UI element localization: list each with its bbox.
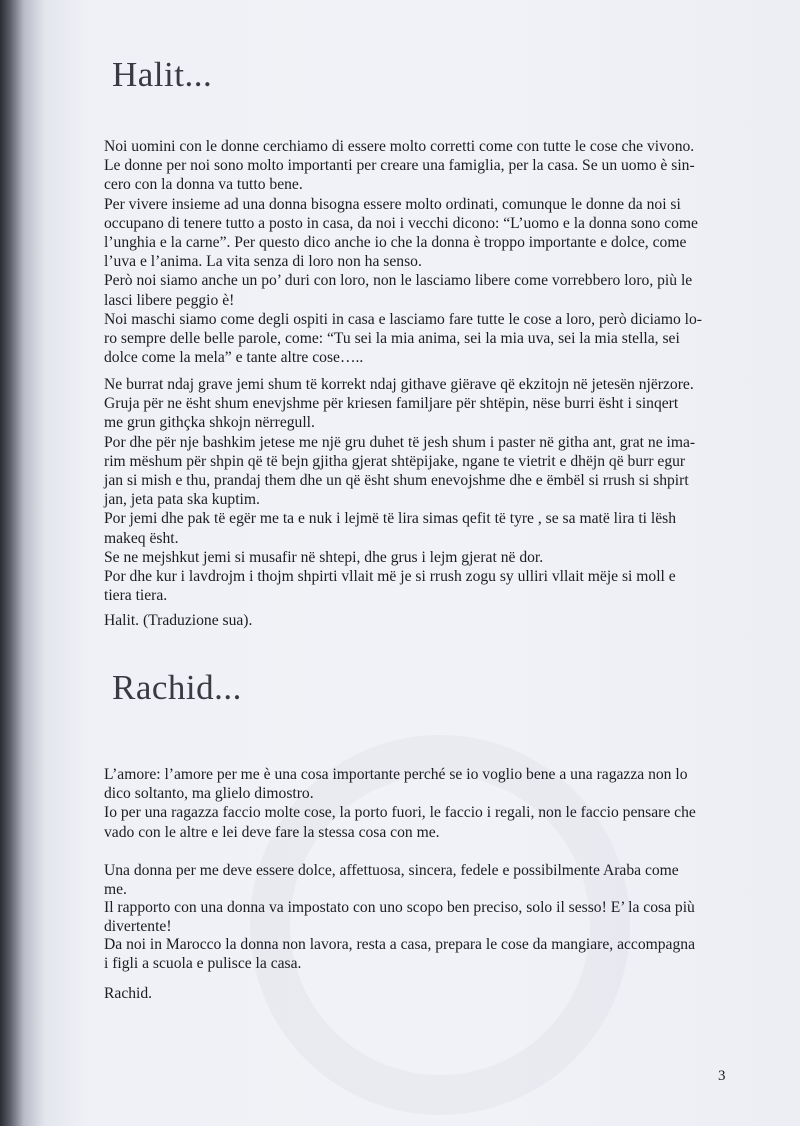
text-line: l’unghia e la carne”. Per questo dico anche io che la donna è troppo importante e dolce, come [104, 234, 687, 252]
section-title-rachid: Rachid... [112, 668, 242, 707]
halit-albanian-text [104, 375, 794, 605]
text-line: rim mëshum për shpin që të bejn gjitha gjerat shtëpijake, ngane te vietrit e dhëjn që burr egur [104, 452, 686, 470]
halit-signature: Halit. (Traduzione sua). [104, 612, 253, 629]
text-line: Por jemi dhe pak të egër me ta e nuk i lejmë të lira simas qefit të tyre , se sa matë lira ti lësh [104, 510, 677, 528]
text-line: Noi uomini con le donne cerchiamo di essere molto corretti come con tutte le cose che vivono. [104, 138, 695, 155]
text-line: vado con le altre e lei deve fare la stessa cosa con me. [104, 823, 440, 841]
text-line: Da noi in Marocco la donna non lavora, resta a casa, prepara le cose da mangiare, accompagna [104, 936, 695, 954]
text-line: L’amore: l’amore per me è una cosa importante perché se io voglio bene a una ragazza non lo [104, 766, 688, 783]
text-line: l’uva e l’anima. La vita senza di loro non ha senso. [104, 253, 422, 271]
text-line: Por dhe për nje bashkim jetese me një gru duhet të jesh shum i paster në githa ant, grat ne ima- [104, 433, 696, 451]
text-line: dico soltanto, ma glielo dimostro. [104, 785, 314, 803]
halit-italian-text [104, 137, 794, 367]
text-line: occupano di tenere tutto a posto in casa, da noi i vecchi dicono: “L’uomo e la donna sono come [104, 214, 698, 232]
text-line: jan si mish e thu, prandaj them dhe un që ësht shum enevojshme dhe e ëmbël si rrush si shpirt [104, 472, 689, 490]
text-line: makeq ësht. [104, 529, 179, 547]
rachid-paragraph-2 [104, 862, 794, 974]
text-line: divertente! [104, 917, 172, 935]
text-line: Il rapporto con una donna va impostato con uno scopo ben preciso, solo il sesso! E’ la cosa più [104, 899, 695, 917]
section-title-halit: Halit... [112, 55, 213, 94]
text-line: lasci libere peggio è! [104, 291, 235, 309]
rachid-signature: Rachid. [104, 985, 153, 1002]
text-line: i figli a scuola e pulisce la casa. [104, 954, 302, 972]
text-line: Una donna per me deve essere dolce, affettuosa, sincera, fedele e possibilmente Araba come [104, 862, 679, 879]
text-line: cero con la donna va tutto bene. [104, 176, 303, 194]
text-line: Se ne mejshkut jemi si musafir në shtepi, dhe grus i lejm gjerat në dor. [104, 548, 544, 566]
text-line: jan, jeta pata ska kuptim. [104, 491, 260, 509]
text-line: Le donne per noi sono molto importanti per creare una famiglia, per la casa. Se un uomo è sin- [104, 157, 695, 175]
text-line: Per vivere insieme ad una donna bisogna essere molto ordinati, comunque le donne da noi si [104, 195, 681, 213]
text-line: me. [104, 880, 127, 898]
text-line: Noi maschi siamo come degli ospiti in casa e lasciamo fare tutte le cose a loro, però diciamo lo- [104, 310, 702, 328]
text-line: Io per una ragazza faccio molte cose, la porto fuori, le faccio i regali, non le faccio pensare che [104, 804, 696, 822]
text-line: me grun githçka shkojn nërregull. [104, 414, 315, 432]
text-line: tiera tiera. [104, 587, 168, 605]
text-line: Però noi siamo anche un po’ duri con loro, non le lasciamo libere come vorrebbero loro, più le [104, 272, 693, 290]
text-line: Por dhe kur i lavdrojm i thojm shpirti vllait më je si rrush zogu sy ulliri vllait mëje si moll e [104, 568, 676, 586]
text-line: Gruja për ne ësht shum enevjshme për kriesen familjare për shtëpin, nëse burri ësht i sinqert [104, 395, 679, 413]
text-line: Ne burrat ndaj grave jemi shum të korrekt ndaj githave giërave që ekzitojn në jetesën njërzore. [104, 376, 694, 393]
page-number: 3 [718, 1068, 726, 1084]
rachid-paragraph-1 [104, 765, 794, 842]
text-line: dolce come la mela” e tante altre cose….. [104, 349, 364, 367]
text-line: ro sempre delle belle parole, come: “Tu sei la mia anima, sei la mia uva, sei la mia stella, sei [104, 330, 680, 348]
